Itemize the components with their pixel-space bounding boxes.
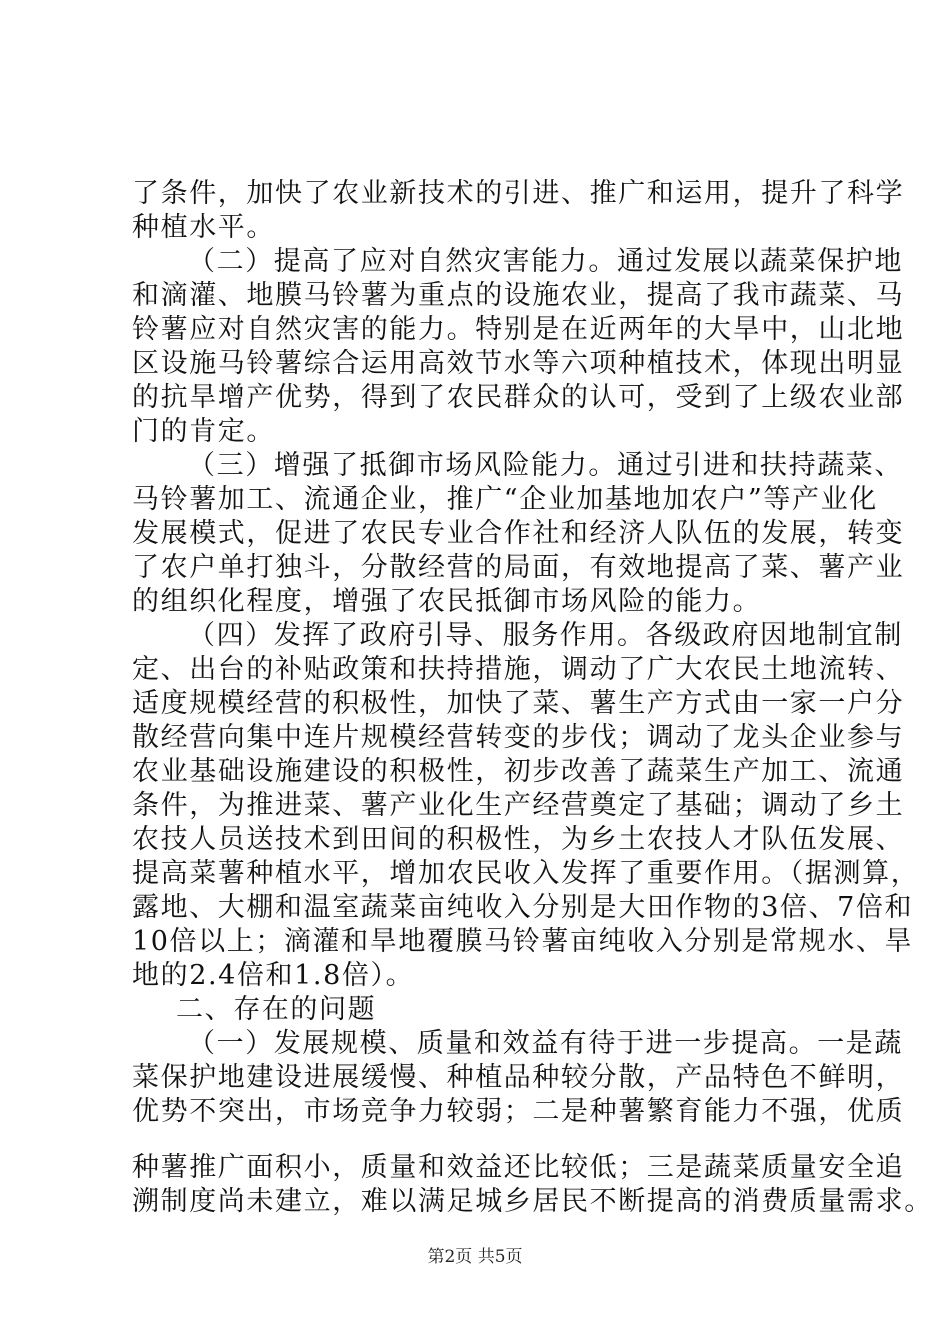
paragraph-line: 的抗旱增产优势，得到了农民群众的认可，受到了上级农业部	[132, 382, 905, 413]
paragraph-line: 条件，为推进菜、薯产业化生产经营奠定了基础；调动了乡土	[132, 790, 905, 821]
paragraph-line: 优势不突出，市场竞争力较弱；二是种薯繁育能力不强，优质	[132, 1096, 905, 1127]
paragraph-line: 门的肯定。	[132, 416, 275, 447]
paragraph-line: （二）提高了应对自然灾害能力。通过发展以蔬菜保护地	[188, 246, 903, 277]
paragraph-line: 地的2.4倍和1.8倍）。	[132, 960, 415, 991]
paragraph-line: 农技人员送技术到田间的积极性，为乡土农技人才队伍发展、	[132, 824, 905, 855]
paragraph-line: 适度规模经营的积极性，加快了菜、薯生产方式由一家一户分	[132, 688, 905, 719]
paragraph-line: 发展模式，促进了农民专业合作社和经济人队伍的发展，转变	[132, 518, 905, 549]
paragraph-line: 区设施马铃薯综合运用高效节水等六项种植技术，体现出明显	[132, 348, 905, 379]
paragraph-line: 和滴灌、地膜马铃薯为重点的设施农业，提高了我市蔬菜、马	[132, 280, 905, 311]
section-heading: 二、存在的问题	[176, 994, 377, 1025]
paragraph-line: 菜保护地建设进展缓慢、种植品种较分散，产品特色不鲜明，	[132, 1062, 905, 1093]
paragraph-line: 溯制度尚未建立，难以满足城乡居民不断提高的消费质量需求。	[132, 1186, 933, 1217]
paragraph-line: 铃薯应对自然灾害的能力。特别是在近两年的大旱中，山北地	[132, 314, 905, 345]
paragraph-line: 的组织化程度，增强了农民抵御市场风险的能力。	[132, 586, 762, 617]
paragraph-line: 种植水平。	[132, 212, 275, 243]
paragraph-line: 了条件，加快了农业新技术的引进、推广和运用，提升了科学	[132, 178, 905, 209]
paragraph-line: 了农户单打独斗，分散经营的局面，有效地提高了菜、薯产业	[132, 552, 905, 583]
paragraph-line: 提高菜薯种植水平，增加农民收入发挥了重要作用。（据测算，	[132, 858, 920, 889]
paragraph-line: （一）发展规模、质量和效益有待于进一步提高。一是蔬	[188, 1028, 903, 1059]
paragraph-line: （四）发挥了政府引导、服务作用。各级政府因地制宜制	[188, 620, 903, 651]
paragraph-line: 10倍以上；滴灌和旱地覆膜马铃薯亩纯收入分别是常规水、旱	[132, 926, 914, 957]
paragraph-line: 种薯推广面积小，质量和效益还比较低；三是蔬菜质量安全追	[132, 1152, 905, 1183]
page-number: 第2页 共5页	[427, 1247, 523, 1267]
paragraph-line: 露地、大棚和温室蔬菜亩纯收入分别是大田作物的3倍、7倍和	[132, 892, 914, 923]
paragraph-line: 定、出台的补贴政策和扶持措施，调动了广大农民土地流转、	[132, 654, 905, 685]
paragraph-line: 农业基础设施建设的积极性，初步改善了蔬菜生产加工、流通	[132, 756, 905, 787]
paragraph-line: 马铃薯加工、流通企业，推广“企业加基地加农户”等产业化	[132, 484, 878, 515]
paragraph-line: （三）增强了抵御市场风险能力。通过引进和扶持蔬菜、	[188, 450, 903, 481]
paragraph-line: 散经营向集中连片规模经营转变的步伐；调动了龙头企业参与	[132, 722, 905, 753]
